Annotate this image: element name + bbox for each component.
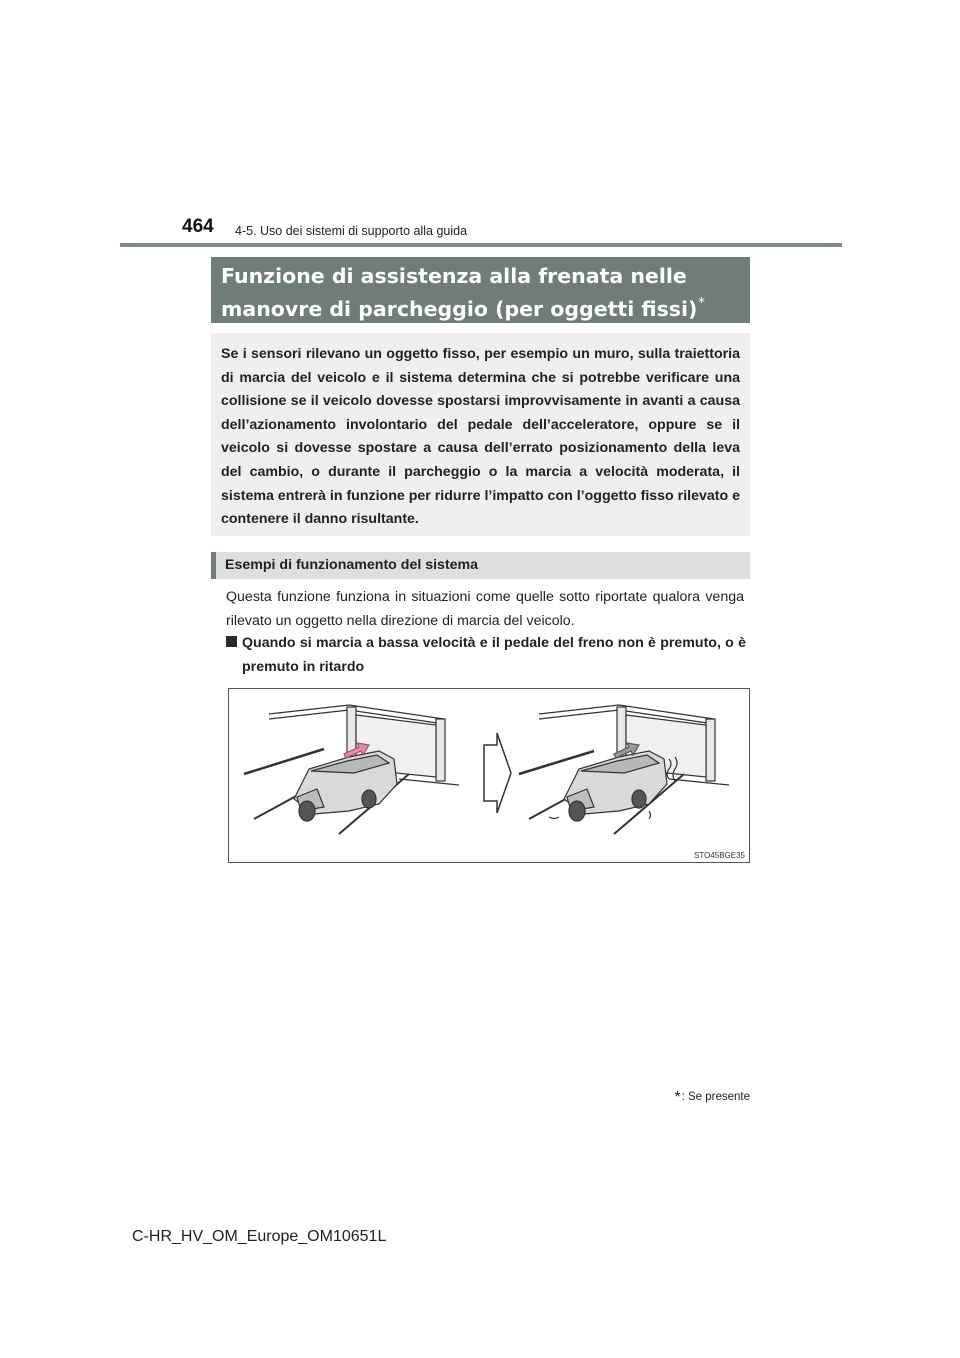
footnote-text: : Se presente <box>681 1091 750 1103</box>
section-title <box>211 257 750 323</box>
section-title-line-2 <box>221 290 740 323</box>
section-reference: 4-5. Uso dei sistemi di supporto alla guida <box>235 224 468 238</box>
page-number: 464 <box>182 216 214 237</box>
square-bullet-icon <box>226 636 237 647</box>
parking-illustration <box>228 688 750 863</box>
subheading: Esempi di funzionamento del sistema <box>211 552 750 579</box>
body-paragraph: Questa funzione funziona in situazioni come quelle sotto riportate qualora venga rilevato un oggetto nella direzione di marcia del veicolo. <box>226 589 744 629</box>
intro-text: Se i sensori rilevano un oggetto fisso, per esempio un muro, sulla traiettoria di marcia del veicolo e il sistema determina che si potrebbe verificare una collisione se il veicolo dovesse spostarsi improvvisamente in avanti a causa dell’azionamento involontario del pedale dell’acceleratore, oppure se il veicolo si dovesse spostare a causa dell’errato posizionamento della leva del cambio, o durante il parcheggio o la marcia a velocità moderata, il sistema entrerà in funzione per ridurre l’impatto con l’oggetto fisso rilevato e contenere il danno risultante. <box>221 346 740 528</box>
header-rule <box>120 243 842 247</box>
transition-arrow-icon <box>484 733 511 813</box>
footnote <box>660 1089 750 1107</box>
bullet-item <box>226 632 746 679</box>
right-scene <box>519 705 729 834</box>
intro-box <box>211 333 750 536</box>
bullet-text: Quando si marcia a bassa velocità e il pedale del freno non è premuto, o è premuto in ritardo <box>242 635 746 675</box>
left-scene <box>244 705 459 834</box>
illustration-drawing <box>229 689 749 862</box>
image-code: STO45BGE35 <box>694 851 745 860</box>
document-id: C-HR_HV_OM_Europe_OM10651L <box>132 1228 387 1245</box>
section-title-line-2-text: manovre di parcheggio (per oggetti fissi) <box>221 297 698 321</box>
asterisk-icon: * <box>698 296 705 311</box>
section-title-line-1: Funzione di assistenza alla frenata nelle <box>221 264 687 288</box>
asterisk-icon: * <box>674 1089 681 1106</box>
